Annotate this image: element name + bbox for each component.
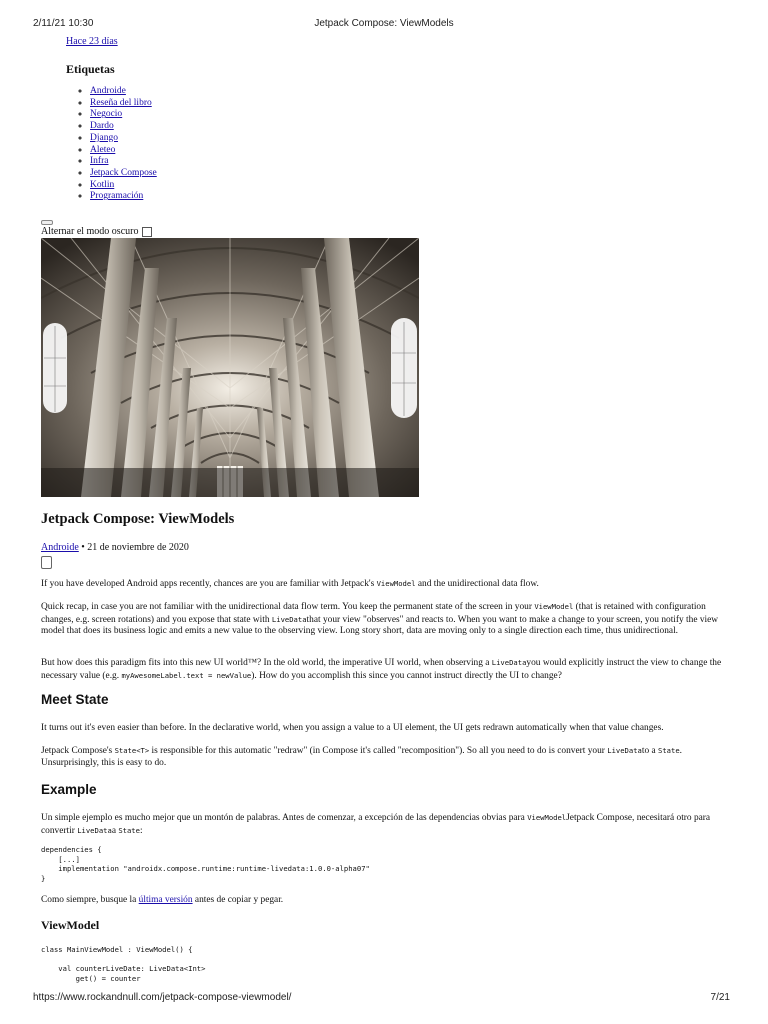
paragraph-paradigm: But how does this paradigm fits into this new UI world™? In the old world, the imperative UI world, when observing a LiveDatayou would explicitly instruct the view to change the necessary value (e.g. myAwesomeLabel.text = newValue). How do you accomplish this since you cannot instruct directly the UI to change? — [41, 658, 722, 681]
paragraph-example-intro: Un simple ejemplo es mucho mejor que un montón de palabras. Antes de comenzar, a excepción de las dependencias obvias para ViewModelJetpack Compose, necesitará otro para convertir LiveDataa State: — [41, 813, 711, 836]
tag-link-programacion[interactable]: Programación — [90, 191, 144, 202]
tag-link-dardo[interactable]: Dardo — [90, 121, 114, 132]
tag-item — [90, 156, 157, 168]
article-meta — [41, 542, 189, 553]
tag-item — [90, 191, 157, 203]
dark-mode-checkbox[interactable] — [142, 227, 152, 237]
paragraph-latest-version: Como siempre, busque la última versión antes de copiar y pegar. — [41, 895, 284, 905]
print-header — [0, 18, 768, 32]
paragraph-intro: If you have developed Android apps recently, chances are you are familiar with Jetpack's ViewModel and the unidirectional data flow. — [41, 579, 539, 589]
print-page-number: 7/21 — [710, 992, 730, 1003]
code-block-dependencies: dependencies { [...] implementation "androidx.compose.runtime:runtime-livedata:1.0.0-alpha07" } — [41, 845, 370, 883]
article-title: Jetpack Compose: ViewModels — [41, 511, 235, 527]
hero-image-cathedral-ceiling — [41, 238, 419, 497]
category-link[interactable]: Androide — [41, 542, 79, 553]
tag-item — [90, 180, 157, 192]
bookmark-button[interactable] — [41, 556, 52, 569]
code-block-viewmodel: class MainViewModel : ViewModel() { val counterLiveDate: LiveData<Int> get() = counter — [41, 945, 206, 983]
print-footer — [0, 992, 768, 1006]
tag-item — [90, 86, 157, 98]
tag-link-kotlin[interactable]: Kotlin — [90, 179, 115, 190]
article-date: • 21 de noviembre de 2020 — [78, 542, 189, 553]
print-datetime: 2/11/21 10:30 — [33, 18, 94, 29]
tag-item — [90, 133, 157, 145]
tag-link-negocio[interactable]: Negocio — [90, 109, 123, 120]
tag-link-aleteo[interactable]: Aleteo — [90, 144, 116, 155]
tag-item — [90, 109, 157, 121]
tags-heading: Etiquetas — [66, 62, 115, 76]
dark-mode-label: Alternar el modo oscuro — [41, 226, 139, 237]
tag-link-infra[interactable]: Infra — [90, 156, 109, 167]
tag-item — [90, 168, 157, 180]
paragraph-declarative: It turns out it's even easier than before. In the declarative world, when you assign a value to a UI element, the UI gets redrawn automatically when that value changes. — [41, 723, 664, 733]
tags-list — [72, 86, 157, 203]
print-doc-title: Jetpack Compose: ViewModels — [314, 18, 454, 29]
heading-viewmodel: ViewModel — [41, 918, 100, 932]
tag-item — [90, 121, 157, 133]
tag-link-jetpack-compose[interactable]: Jetpack Compose — [90, 167, 157, 178]
tag-item — [90, 98, 157, 110]
heading-example: Example — [41, 782, 97, 797]
menu-toggle-button[interactable] — [41, 220, 53, 225]
latest-version-link[interactable]: última versión — [138, 895, 193, 905]
tag-item — [90, 145, 157, 157]
dark-mode-toggle[interactable] — [41, 226, 152, 237]
tag-link-androide[interactable]: Androide — [90, 86, 126, 96]
print-url: https://www.rockandnull.com/jetpack-compose-viewmodel/ — [33, 992, 292, 1003]
published-ago-link[interactable]: Hace 23 días — [66, 36, 118, 47]
paragraph-recap: Quick recap, in case you are not familiar with the unidirectional data flow term. You keep the permanent state of the screen in your ViewModel (that is retained with configuration changes, e.g. screen rotations) and you expose that state with LiveDatathat your view "observes" and reacts to. When you want to make a change to your screen, you notify the view model that does its business logic and emits a new value to the observing view. Long story short, data are moving only to a single direction each time, thus unidirectional. — [41, 602, 719, 637]
tag-link-book-review[interactable]: Reseña del libro — [90, 97, 152, 108]
paragraph-state: Jetpack Compose's State<T> is responsible for this automatic "redraw" (in Compose it's called "recomposition"). So all you need to do is convert your LiveDatato a State. Unsurprisingly, this is easy to do. — [41, 746, 683, 768]
heading-meet-state: Meet State — [41, 692, 109, 707]
tag-link-django[interactable]: Django — [90, 132, 118, 143]
